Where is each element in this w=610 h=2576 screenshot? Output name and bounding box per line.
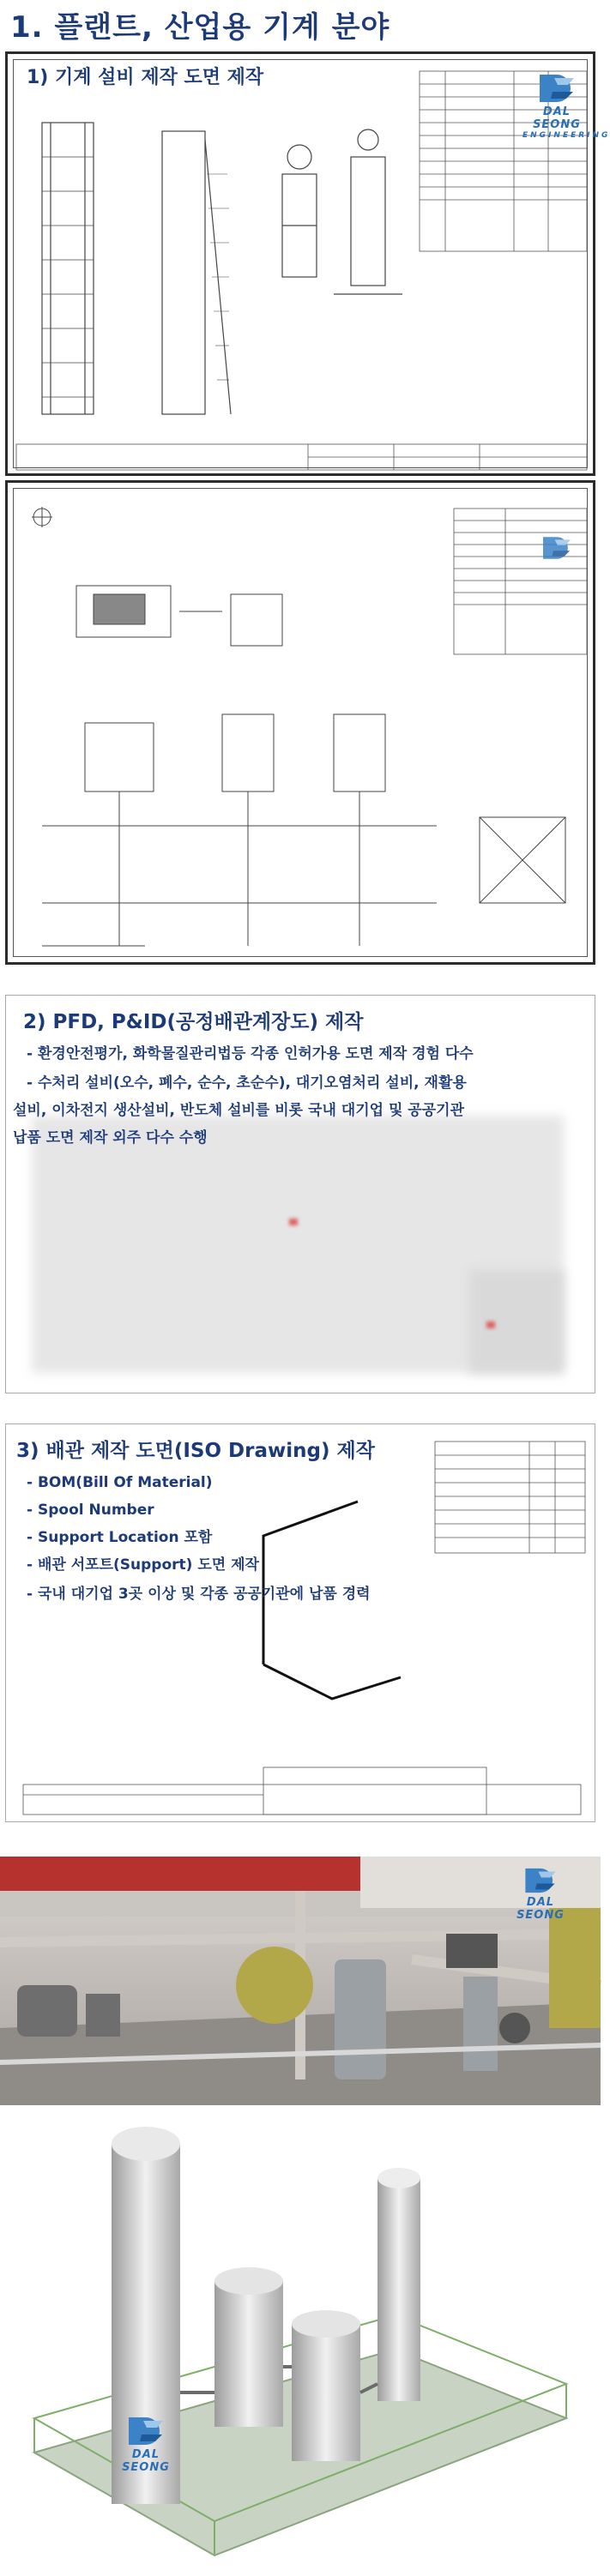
section-2-bullet: 설비, 이차전지 생산설비, 반도체 설비를 비롯 국내 대기업 및 공공기관 bbox=[13, 1102, 464, 1119]
pid-legend-blurred bbox=[469, 1270, 564, 1373]
section-3-bullet: - Spool Number bbox=[27, 1502, 154, 1519]
company-logo bbox=[502, 1865, 579, 1922]
section-2-bullet: 납품 도면 제작 외주 다수 수행 bbox=[13, 1129, 208, 1147]
section-1-title: 1) 기계 설비 제작 도면 제작 bbox=[27, 67, 264, 88]
equipment-parts-table bbox=[454, 509, 587, 654]
section-2-bullet: - 환경안전평가, 화학물질관리법등 각종 인허가용 도면 제작 경험 다수 bbox=[27, 1045, 474, 1062]
iso-panel bbox=[5, 1423, 595, 1822]
pid-panel bbox=[5, 995, 595, 1393]
page-title: 1. 플랜트, 산업용 기계 분야 bbox=[10, 10, 390, 45]
logo-ds-icon bbox=[540, 534, 574, 562]
company-logo bbox=[107, 2414, 184, 2474]
logo-ds-icon bbox=[522, 1865, 559, 1896]
title-block bbox=[16, 444, 587, 470]
piping-3d-render bbox=[0, 1857, 601, 2105]
company-logo bbox=[522, 534, 591, 562]
iso-title-block bbox=[23, 1767, 581, 1815]
logo-ds-icon bbox=[535, 71, 578, 105]
logo-ds-icon bbox=[124, 2414, 167, 2448]
section-3-bullet: - 국내 대기업 3곳 이상 및 각종 공공기관에 납품 경력 bbox=[27, 1586, 371, 1603]
section-3-bullet: - Support Location 포함 bbox=[27, 1529, 213, 1546]
equipment-drawing bbox=[25, 500, 454, 954]
drawing-panel-1 bbox=[5, 51, 610, 476]
plan-view-detail bbox=[471, 809, 574, 912]
bom-table bbox=[435, 1441, 585, 1553]
section-3-bullet: - BOM(Bill Of Material) bbox=[27, 1474, 213, 1491]
company-logo bbox=[522, 71, 610, 140]
red-marker bbox=[289, 1219, 298, 1225]
drawing-panel-2 bbox=[5, 480, 595, 965]
tank-skid-illustration bbox=[0, 2110, 601, 2573]
logo-line1: DAL SEONG bbox=[122, 2448, 170, 2474]
section-2-bullet: - 수처리 설비(오수, 폐수, 순수, 초순수), 대기오염처리 설비, 재활용 bbox=[27, 1074, 467, 1092]
logo-line1: DAL SEONG bbox=[533, 105, 581, 131]
section-3-title: 3) 배관 제작 도면(ISO Drawing) 제작 bbox=[16, 1440, 375, 1462]
logo-line2: ENGINEERING bbox=[522, 131, 610, 140]
logo-line1: DAL SEONG bbox=[516, 1896, 565, 1922]
tower-drawing bbox=[25, 105, 420, 448]
section-2-title: 2) PFD, P&ID(공정배관계장도) 제작 bbox=[23, 1011, 364, 1033]
tank-skid-3d-render bbox=[0, 2110, 601, 2573]
red-marker bbox=[486, 1321, 495, 1328]
section-3-bullet: - 배관 서포트(Support) 도면 제작 bbox=[27, 1556, 259, 1574]
